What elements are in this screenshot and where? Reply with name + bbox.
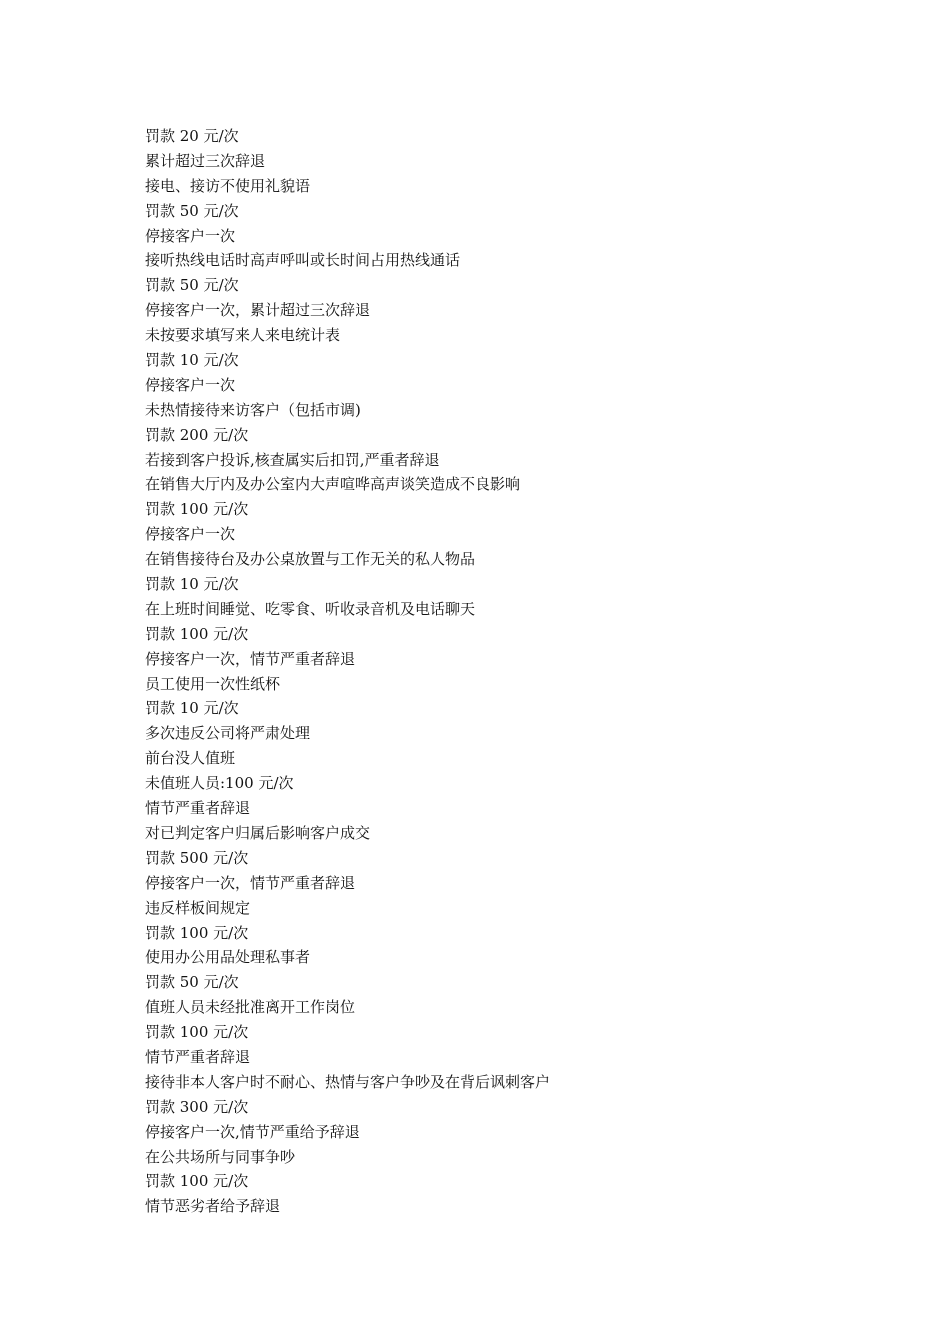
document-line: 情节严重者辞退 bbox=[145, 1047, 251, 1066]
document-line: 停接客户一次 bbox=[145, 525, 236, 544]
document-line: 罚款 50 元/次 bbox=[145, 201, 239, 220]
document-line: 在公共场所与同事争吵 bbox=[145, 1147, 296, 1166]
document-line: 罚款 500 元/次 bbox=[145, 848, 249, 867]
document-line: 累计超过三次辞退 bbox=[145, 151, 266, 170]
document-line: 停接客户一次,情节严重给予辞退 bbox=[145, 1122, 360, 1141]
document-line: 接电、接访不使用礼貌语 bbox=[145, 176, 311, 195]
document-line: 罚款 100 元/次 bbox=[145, 1172, 249, 1191]
document-line: 未值班人员:100 元/次 bbox=[145, 774, 294, 793]
document-line: 停接客户一次，情节严重者辞退 bbox=[145, 873, 356, 892]
document-line: 罚款 50 元/次 bbox=[145, 276, 239, 295]
document-line: 未热情接待来访客户（包括市调) bbox=[145, 400, 361, 419]
document-body bbox=[145, 124, 845, 1219]
document-line: 罚款 100 元/次 bbox=[145, 1023, 249, 1042]
document-line: 接听热线电话时高声呼叫或长时间占用热线通话 bbox=[145, 251, 461, 270]
document-line: 在销售接待台及办公桌放置与工作无关的私人物品 bbox=[145, 550, 476, 569]
document-line: 罚款 10 元/次 bbox=[145, 575, 239, 594]
document-line: 罚款 100 元/次 bbox=[145, 500, 249, 519]
document-line: 使用办公用品处理私事者 bbox=[145, 948, 311, 967]
document-line: 停接客户一次 bbox=[145, 226, 236, 245]
document-line: 员工使用一次性纸杯 bbox=[145, 674, 281, 693]
document-line: 停接客户一次，累计超过三次辞退 bbox=[145, 301, 371, 320]
document-line: 罚款 10 元/次 bbox=[145, 699, 239, 718]
document-line: 对已判定客户归属后影响客户成交 bbox=[145, 823, 371, 842]
document-line: 情节恶劣者给予辞退 bbox=[145, 1197, 281, 1216]
document-line: 罚款 200 元/次 bbox=[145, 425, 249, 444]
document-line: 接待非本人客户时不耐心、热情与客户争吵及在背后讽刺客户 bbox=[145, 1072, 551, 1091]
document-line: 前台没人值班 bbox=[145, 749, 236, 768]
document-line: 停接客户一次 bbox=[145, 375, 236, 394]
document-line: 违反样板间规定 bbox=[145, 898, 251, 917]
document-line: 多次违反公司将严肃处理 bbox=[145, 724, 311, 743]
document-line: 情节严重者辞退 bbox=[145, 799, 251, 818]
document-line: 罚款 100 元/次 bbox=[145, 923, 249, 942]
document-line: 在销售大厅内及办公室内大声喧哗高声谈笑造成不良影响 bbox=[145, 475, 521, 494]
document-line: 罚款 20 元/次 bbox=[145, 127, 239, 145]
document-line: 在上班时间睡觉、吃零食、听收录音机及电话聊天 bbox=[145, 599, 476, 618]
document-line: 若接到客户投诉,核查属实后扣罚,严重者辞退 bbox=[145, 450, 440, 469]
document-line: 罚款 10 元/次 bbox=[145, 351, 239, 370]
document-line: 值班人员未经批准离开工作岗位 bbox=[145, 998, 356, 1017]
document-line: 未按要求填写来人来电统计表 bbox=[145, 326, 341, 345]
document-line: 罚款 300 元/次 bbox=[145, 1097, 249, 1116]
document-line: 罚款 50 元/次 bbox=[145, 973, 239, 992]
document-line: 罚款 100 元/次 bbox=[145, 624, 249, 643]
document-line: 停接客户一次，情节严重者辞退 bbox=[145, 649, 356, 668]
